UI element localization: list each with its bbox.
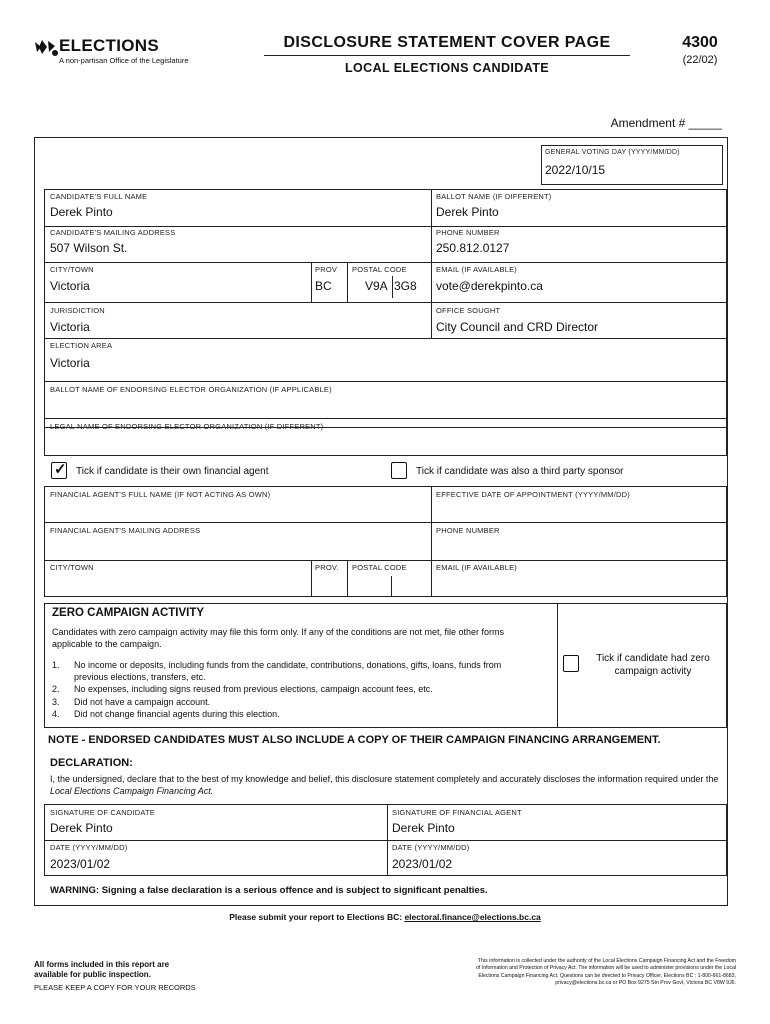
col-divider — [347, 262, 348, 302]
keep-copy-text: PLEASE KEEP A COPY FOR YOUR RECORDS — [34, 983, 196, 992]
privacy-line: This information is collected under the authority of the Local Elections Campaign Financing Act and the Freedom — [477, 958, 736, 964]
zero-condition-number: 2. — [52, 684, 60, 694]
submit-email-link[interactable]: electoral.finance@elections.bc.ca — [404, 912, 541, 922]
ballot-name-label: BALLOT NAME (IF DIFFERENT) — [436, 192, 552, 201]
agent-postal-label: POSTAL CODE — [352, 563, 407, 572]
col-divider — [44, 418, 45, 455]
row-divider — [44, 226, 727, 227]
col-divider — [557, 603, 558, 728]
own-agent-checkbox[interactable] — [51, 462, 67, 479]
third-party-checkbox[interactable] — [391, 462, 407, 479]
zero-condition-item — [52, 697, 552, 709]
col-divider — [431, 302, 432, 338]
row-divider — [44, 560, 727, 561]
col-divider — [311, 262, 312, 302]
office-label: OFFICE SOUGHT — [436, 306, 501, 315]
title-underline — [264, 55, 630, 56]
office-value[interactable]: City Council and CRD Director — [436, 320, 599, 334]
privacy-line: of Information and Protection of Privacy Act. The information will be used to administer provisions under the Local — [476, 965, 736, 972]
mailing-address-value[interactable]: 507 Wilson St. — [50, 241, 128, 255]
endorsed-note: NOTE - ENDORSED CANDIDATES MUST ALSO INCLUDE A COPY OF THEIR CAMPAIGN FINANCING ARRANGEMENT. — [48, 734, 661, 746]
zero-condition-number: 1. — [52, 660, 60, 670]
form-number: 4300 — [682, 34, 718, 51]
agent-city-label: CITY/TOWN — [50, 563, 94, 572]
candidate-name-label: CANDIDATE'S FULL NAME — [50, 192, 148, 201]
ballot-name-value[interactable]: Derek Pinto — [436, 205, 499, 219]
phone-value[interactable]: 250.812.0127 — [436, 241, 510, 255]
row-divider — [44, 840, 727, 841]
general-voting-day-label: GENERAL VOTING DAY (YYYY/MM/DD) — [545, 149, 680, 156]
zero-activity-tick-label: Tick if candidate had zero campaign activity — [596, 653, 710, 677]
jurisdiction-label: JURISDICTION — [50, 306, 105, 315]
email-label: EMAIL (IF AVAILABLE) — [436, 265, 517, 274]
agent-phone-label: PHONE NUMBER — [436, 526, 500, 535]
own-agent-label: Tick if candidate is their own financial agent — [76, 466, 269, 477]
logo-text: ELECTIONS — [59, 36, 159, 55]
phone-label: PHONE NUMBER — [436, 228, 500, 237]
row-divider — [44, 522, 727, 523]
jurisdiction-value[interactable]: Victoria — [50, 320, 90, 334]
amendment-label: Amendment # _____ — [610, 116, 722, 130]
postal-split — [392, 276, 393, 298]
zero-activity-title: ZERO CAMPAIGN ACTIVITY — [52, 607, 205, 619]
privacy-line: privacy@elections.bc.ca or PO Box 9275 Stn Prov Govt, Victoria BC V8W 9J6. — [555, 980, 736, 987]
zero-condition-text: Did not change financial agents during this election. — [74, 709, 280, 719]
candidate-name-value[interactable]: Derek Pinto — [50, 205, 113, 219]
prov-label: PROV — [315, 265, 338, 274]
sig-candidate-label: SIGNATURE OF CANDIDATE — [50, 808, 155, 817]
form-version: (22/02) — [682, 54, 718, 66]
sig-agent-value[interactable]: Derek Pinto — [392, 821, 455, 835]
zero-activity-conditions — [52, 660, 552, 722]
third-party-label: Tick if candidate was also a third party sponsor — [416, 466, 624, 477]
row-divider — [44, 338, 727, 339]
date-agent-label: DATE (YYYY/MM/DD) — [392, 843, 470, 852]
elections-logo — [33, 36, 189, 68]
agent-address-label: FINANCIAL AGENT'S MAILING ADDRESS — [50, 526, 201, 535]
postal-value-a[interactable]: V9A — [365, 279, 388, 293]
agent-appointment-label: EFFECTIVE DATE OF APPOINTMENT (YYYY/MM/DD) — [436, 490, 630, 499]
col-divider — [726, 418, 727, 455]
col-divider — [311, 560, 312, 597]
row-divider — [44, 302, 727, 303]
date-candidate-value[interactable]: 2023/01/02 — [50, 857, 111, 871]
city-value[interactable]: Victoria — [50, 279, 90, 293]
col-divider — [387, 804, 388, 876]
zero-condition-text: Did not have a campaign account. — [74, 696, 211, 707]
zero-condition-text: No income or deposits, including funds from the candidate, contributions, donations, gifts, loans, funds from previous elections, transfers, etc. — [74, 660, 502, 682]
zero-condition-item — [52, 684, 552, 696]
public-inspection-line2: available for public inspection. — [34, 970, 151, 979]
sig-candidate-value[interactable]: Derek Pinto — [50, 821, 113, 835]
general-voting-day-value[interactable]: 2022/10/15 — [545, 163, 606, 177]
zero-condition-text: No expenses, including signs reused from previous elections, campaign account fees, etc. — [74, 684, 433, 694]
mailing-address-label: CANDIDATE'S MAILING ADDRESS — [50, 228, 176, 237]
form-subtitle: LOCAL ELECTIONS CANDIDATE — [345, 61, 549, 75]
declaration-body: I, the undersigned, declare that to the best of my knowledge and belief, this disclosure statement completely and accurately discloses the information required under the — [50, 774, 719, 784]
zero-activity-checkbox[interactable] — [563, 655, 579, 672]
postal-value-b[interactable]: 3G8 — [394, 279, 417, 293]
form-title: DISCLOSURE STATEMENT COVER PAGE — [283, 34, 611, 51]
row-divider — [44, 418, 727, 419]
row-divider — [44, 455, 727, 456]
zero-condition-number: 3. — [52, 696, 60, 707]
row-divider — [44, 262, 727, 263]
privacy-notice — [388, 958, 736, 988]
logo-subtitle: A non-partisan Office of the Legislature — [59, 56, 189, 65]
election-area-label: ELECTION AREA — [50, 341, 113, 350]
col-divider — [347, 560, 348, 597]
zero-condition-item — [52, 660, 552, 683]
public-inspection-line1: All forms included in this report are — [34, 960, 170, 969]
postal-label: POSTAL CODE — [352, 265, 407, 274]
submit-line — [0, 912, 770, 922]
submit-text: Please submit your report to Elections BC: — [229, 912, 403, 922]
election-area-value[interactable]: Victoria — [50, 356, 90, 370]
email-value[interactable]: vote@derekpinto.ca — [436, 279, 543, 293]
logo-mark-icon — [33, 38, 59, 58]
ballot-org-label: BALLOT NAME OF ENDORSING ELECTOR ORGANIZATION (IF APPLICABLE) — [50, 385, 332, 394]
date-agent-value[interactable]: 2023/01/02 — [392, 857, 453, 871]
agent-name-label: FINANCIAL AGENT'S FULL NAME (IF NOT ACTING AS OWN) — [50, 490, 271, 499]
sig-agent-label: SIGNATURE OF FINANCIAL AGENT — [392, 808, 522, 817]
zero-condition-item — [52, 709, 552, 721]
checkmark-icon: ✓ — [54, 461, 67, 478]
warning-text: WARNING: Signing a false declaration is a serious offence and is subject to significant penalties. — [50, 885, 488, 896]
prov-value[interactable]: BC — [315, 279, 332, 293]
privacy-line: Elections Campaign Financing Act. Questions can be directed to Privacy Officer, Elections BC : 1-800-661-8683, — [478, 972, 736, 979]
col-divider — [431, 486, 432, 597]
col-divider — [431, 189, 432, 302]
agent-prov-label: PROV. — [315, 563, 339, 572]
declaration-title: DECLARATION: — [50, 757, 133, 769]
declaration-act: Local Elections Campaign Financing Act. — [50, 786, 214, 796]
zero-activity-intro: Candidates with zero campaign activity may file this form only. If any of the conditions are not met, file other forms applicable to the campaign. — [52, 627, 505, 649]
declaration-text — [50, 773, 720, 797]
legal-org-label: LEGAL NAME OF ENDORSING ELECTOR ORGANIZATION (IF DIFFERENT) — [50, 422, 324, 431]
financial-agent-block — [44, 486, 727, 597]
date-candidate-label: DATE (YYYY/MM/DD) — [50, 843, 128, 852]
postal-split — [391, 576, 392, 597]
city-label: CITY/TOWN — [50, 265, 94, 274]
row-divider — [44, 381, 727, 382]
agent-email-label: EMAIL (IF AVAILABLE) — [436, 563, 517, 572]
zero-condition-number: 4. — [52, 709, 60, 719]
